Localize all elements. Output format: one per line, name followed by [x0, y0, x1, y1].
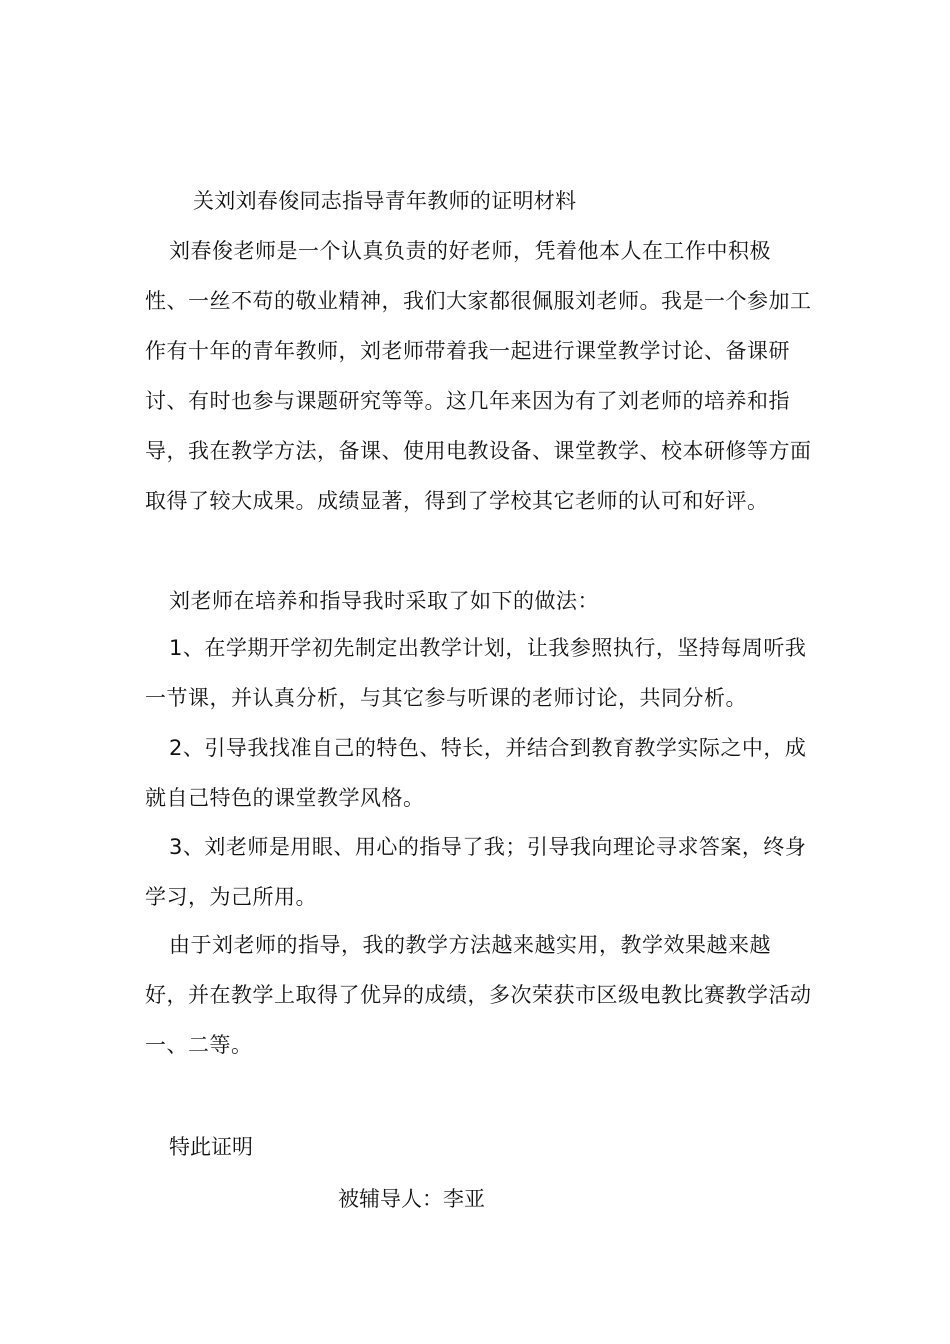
paragraph-item-2: 2、引导我找准自己的特色、特长，并结合到教育教学实际之中，成就自己特色的课堂教学风格。 [145, 736, 807, 810]
signer-line: 被辅导人：李亚 [338, 1187, 485, 1211]
paragraph-intro: 刘春俊老师是一个认真负责的好老师，凭着他本人在工作中积极性、一丝不苟的敬业精神，我们大家都很佩服刘老师。我是一个参加工作有十年的青年教师，刘老师带着我一起进行课堂教学讨论、备课研讨、有时也参与课题研究等等。这几年来因为有了刘老师的培养和指导，我在教学方法，备课、使用电教设备、课堂教学、校本研修等方面取得了较大成果。成绩显著，得到了学校其它老师的认可和好评。 [145, 239, 812, 513]
paragraph-item-3: 3、刘老师是用眼、用心的指导了我；引导我向理论寻求答案，终身学习，为己所用。 [145, 835, 807, 909]
paragraph-item-1: 1、在学期开学初先制定出教学计划，让我参照执行，坚持每周听我一节课，并认真分析，与其它参与听课的老师讨论，共同分析。 [145, 636, 807, 710]
paragraph-conclusion: 由于刘老师的指导，我的教学方法越来越实用，教学效果越来越好，并在教学上取得了优异的成绩，多次荣获市区级电教比赛教学活动一、二等。 [145, 933, 812, 1057]
closing-statement: 特此证明 [169, 1135, 253, 1159]
paragraph-methods-lead: 刘老师在培养和指导我时采取了如下的做法： [169, 589, 599, 613]
document-title: 关刘刘春俊同志指导青年教师的证明材料 [193, 189, 577, 213]
